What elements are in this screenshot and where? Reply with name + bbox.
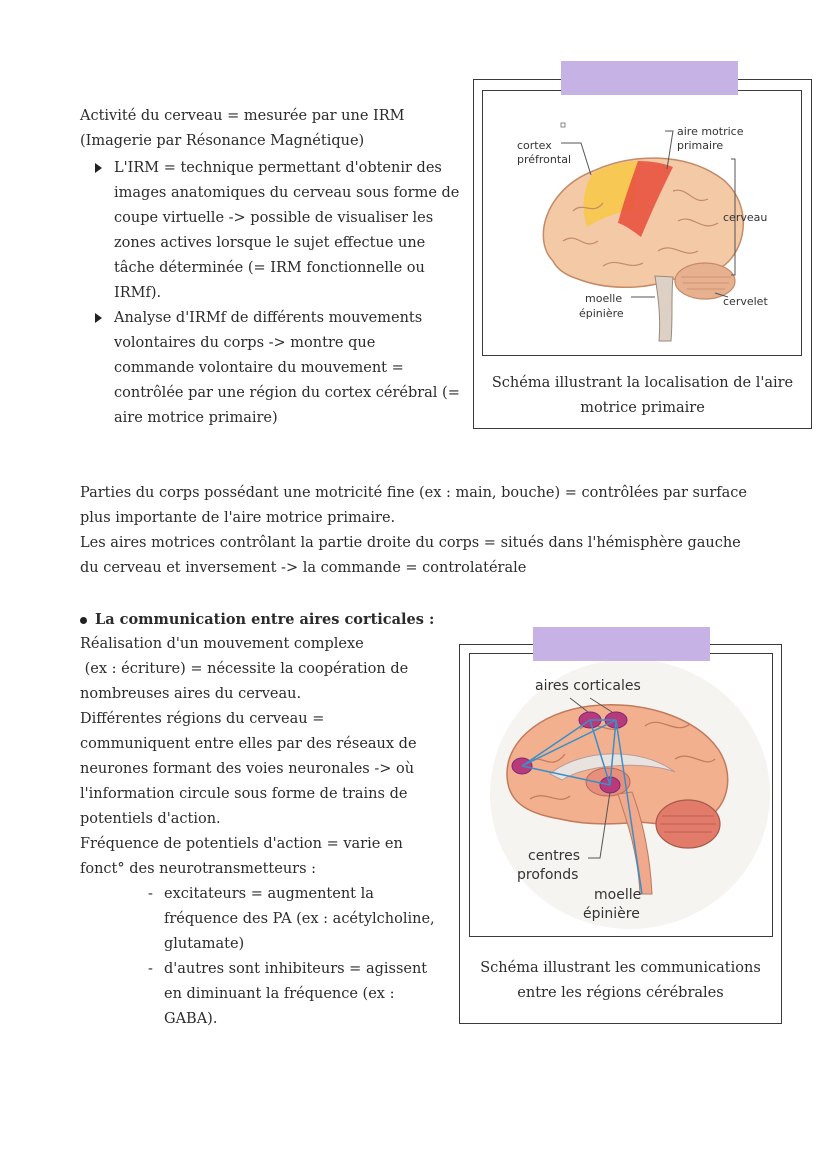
paragraph-motor: Parties du corps possédant une motricité fine (ex : main, bouche) = contrôlées par surface plus importante de l'aire motrice primaire. Les aires motrices contrôlant la partie droite du corps = situés dans l'hémisphère gauche du cerveau et inversement -> la commande = controlatérale [80,485,747,576]
label-cortex-line1: cortex [517,139,552,152]
label-centres-line2: profonds [517,867,579,883]
bullet-list [80,156,460,431]
label-centres-line1: centres [528,848,581,864]
label-motor-line1: aire motrice [677,125,744,138]
list-item: - d'autres sont inhibiteurs = agissent en diminuant la fréquence (ex : GABA). [148,961,428,1027]
bullet-dot-icon [80,617,87,624]
brain-lateral-diagram [483,91,801,355]
label-moelle-line1: moelle [585,292,623,305]
intro-line-2: (Imagerie par Résonance Magnétique) [80,133,365,149]
figure-2-caption: Schéma illustrant les communications entre les régions cérébrales [480,960,761,1001]
label-cervelet: cervelet [723,295,768,308]
label-cerveau: cerveau [723,211,768,224]
intro-text [80,104,460,154]
list-item: - excitateurs = augmentent la fréquence des PA (ex : acétylcholine, glutamate) [148,886,435,952]
section-title: La communication entre aires corticales : [80,607,434,632]
tape-decoration [533,627,710,661]
figure-1-image [482,90,802,356]
figure-1-caption: Schéma illustrant la localisation de l'aire motrice primaire [491,375,794,416]
figure-2-frame [459,644,782,1024]
label-moelle-line2: épinière [579,307,624,320]
brain-sagittal-diagram [470,654,772,936]
tape-decoration [561,61,738,95]
bullet-item: Analyse d'IRMf de différents mouvements volontaires du corps -> montre que commande volontaire du mouvement = contrôlée par une région du cortex cérébral (= aire motrice primaire) [80,306,460,431]
neurotransmitter-list [148,882,438,1032]
section-body: Réalisation d'un mouvement complexe (ex : écriture) = nécessite la coopération de nombreuses aires du cerveau. Différentes régions du cerveau = communiquent entre elles par des réseaux de neurones formant des voies neuronales -> où l'information circule sous forme de trains de potentiels d'action. Fréquence de potentiels d'action = varie en fonct° des neurotransmetteurs : [80,636,417,877]
label-motor-line2: primaire [677,139,724,152]
bullet-item: L'IRM = technique permettant d'obtenir des images anatomiques du cerveau sous forme de coupe virtuelle -> possible de visualiser les zones actives lorsque le sujet effectue une tâche déterminée (= IRM fonctionnelle ou IRMf). [80,156,460,306]
intro-line-1: Activité du cerveau = mesurée par une IRM [80,108,405,124]
label-moelle-line2: épinière [583,906,640,922]
figure-1-frame [473,79,812,429]
label-cortex-line2: préfrontal [517,153,571,166]
label-aires-corticales: aires corticales [535,678,641,694]
triangle-bullet-icon [95,313,102,323]
figure-2-image [469,653,773,937]
label-moelle-line1: moelle [594,887,642,903]
triangle-bullet-icon [95,163,102,173]
